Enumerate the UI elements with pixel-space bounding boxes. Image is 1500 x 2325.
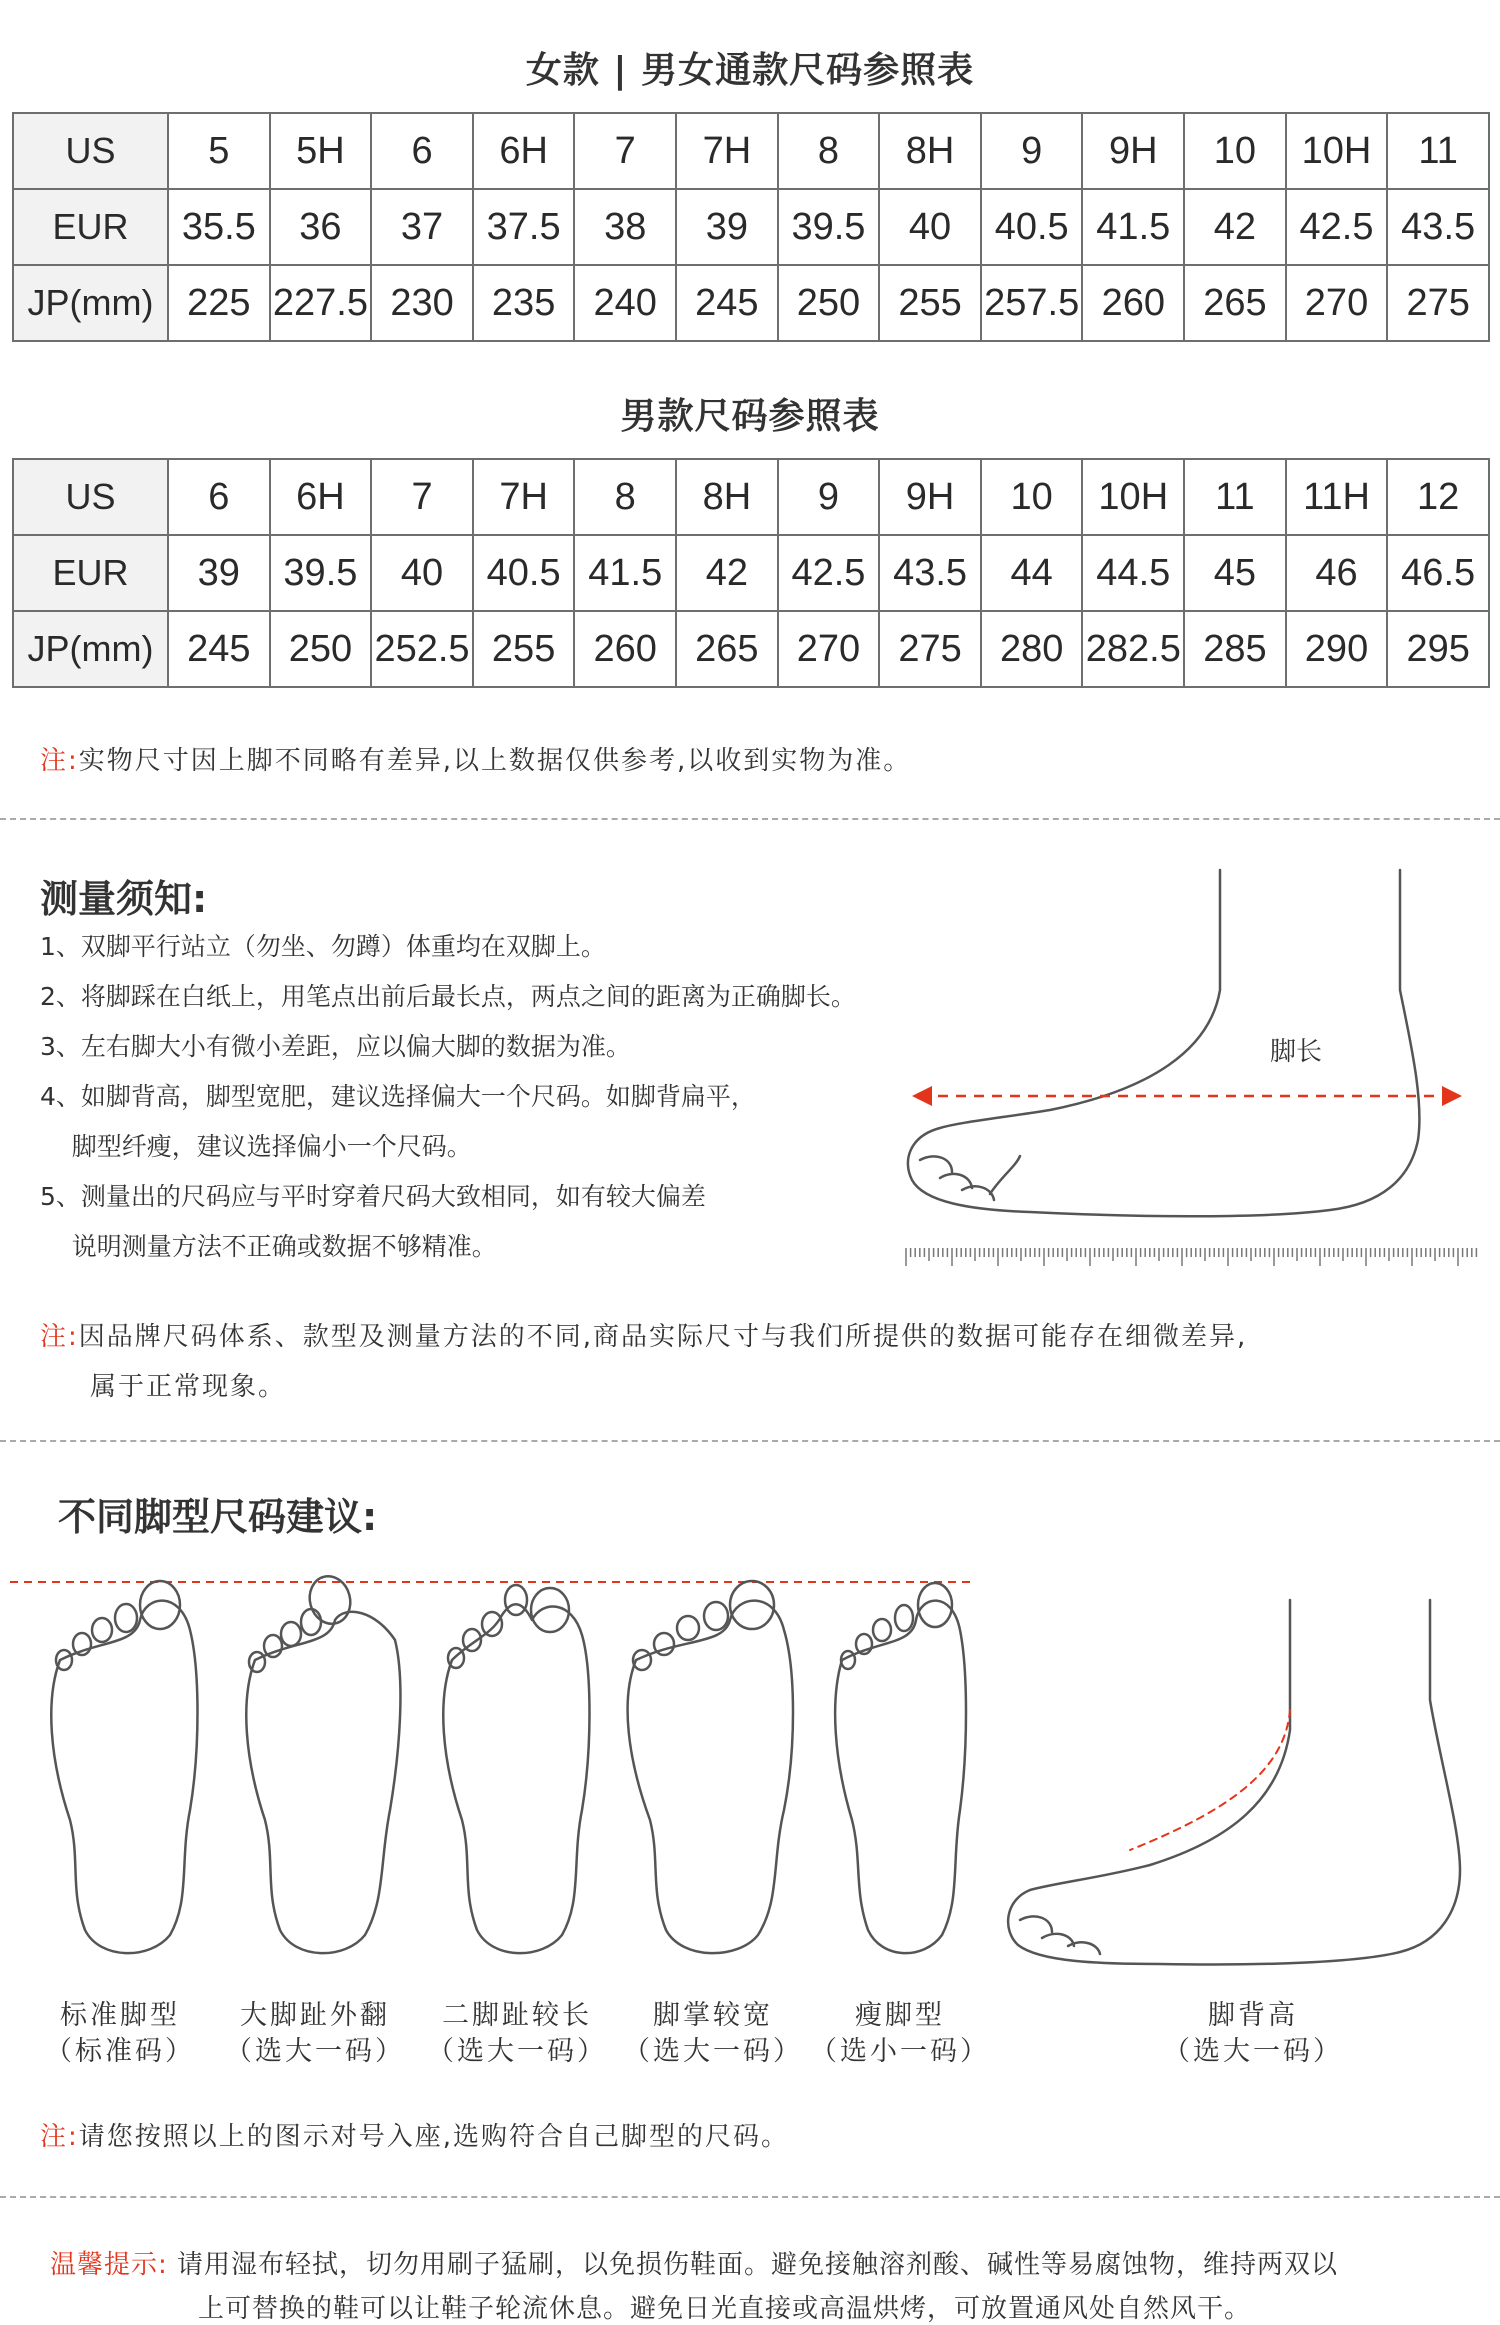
table-cell: 40.5 xyxy=(981,189,1083,265)
toe-line xyxy=(940,1174,972,1188)
measure-step: 3、左右脚大小有微小差距，应以偏大脚的数据为准。 xyxy=(40,1032,631,1061)
foot-bunion xyxy=(246,1572,400,1954)
table-cell: 11H xyxy=(1286,459,1388,535)
table-cell: 257.5 xyxy=(981,265,1083,341)
foot-length-arrow xyxy=(912,1086,1462,1106)
table-cell: 265 xyxy=(676,611,778,687)
women-table-title: 女款 | 男女通款尺码参照表 xyxy=(525,50,975,91)
foot-standard xyxy=(51,1581,197,1953)
measure-step: 2、将脚踩在白纸上，用笔点出前后最长点，两点之间的距离为正确脚长。 xyxy=(40,982,856,1011)
toe-line xyxy=(920,1156,952,1172)
note-text: 请您按照以上的图示对号入座,选购符合自己脚型的尺码。 xyxy=(78,2122,790,2152)
table-cell: 44.5 xyxy=(1082,535,1184,611)
table-row xyxy=(13,611,1489,687)
foot-long-second-toe xyxy=(443,1585,589,1953)
table-cell: 46.5 xyxy=(1387,535,1489,611)
row-label: EUR xyxy=(13,189,168,265)
measure-step: 5、测量出的尺码应与平时穿着尺码大致相同，如有较大偏差 xyxy=(40,1182,706,1211)
tips-prefix: 温馨提示: xyxy=(50,2250,168,2280)
table-cell: 7H xyxy=(473,459,575,535)
table-cell: 9 xyxy=(778,459,880,535)
foot-length-label: 脚长 xyxy=(1270,1036,1323,1066)
table-cell: 280 xyxy=(981,611,1083,687)
table-cell: 10 xyxy=(981,459,1083,535)
table-cell: 42.5 xyxy=(1286,189,1388,265)
table-cell: 265 xyxy=(1184,265,1286,341)
note-prefix: 注: xyxy=(40,746,79,776)
table-cell: 230 xyxy=(371,265,473,341)
toe-line xyxy=(990,1156,1020,1194)
table-cell: 225 xyxy=(168,265,270,341)
table-row xyxy=(13,265,1489,341)
table-cell: 235 xyxy=(473,265,575,341)
table-cell: 8 xyxy=(574,459,676,535)
table-cell: 285 xyxy=(1184,611,1286,687)
foot-outline xyxy=(908,870,1420,1216)
table-cell: 10H xyxy=(1082,459,1184,535)
divider xyxy=(0,1440,1500,1442)
table-cell: 42 xyxy=(1184,189,1286,265)
table-cell: 10H xyxy=(1286,113,1388,189)
table-cell: 46 xyxy=(1286,535,1388,611)
men-table-title: 男款尺码参照表 xyxy=(620,396,880,437)
table-cell: 245 xyxy=(168,611,270,687)
foot-type-caption: 瘦脚型 （选小一码） xyxy=(810,2000,990,2067)
measure-step: 说明测量方法不正确或数据不够精准。 xyxy=(40,1232,497,1261)
foot-types-heading: 不同脚型尺码建议: xyxy=(58,1495,378,1539)
table-cell: 40 xyxy=(879,189,981,265)
table-cell: 36 xyxy=(270,189,372,265)
table-cell: 255 xyxy=(473,611,575,687)
table-cell: 270 xyxy=(1286,265,1388,341)
row-label: JP(mm) xyxy=(13,611,168,687)
table-cell: 40 xyxy=(371,535,473,611)
foot-type-caption: 标准脚型 （标准码） xyxy=(45,2000,195,2067)
measure-step: 脚型纤瘦，建议选择偏小一个尺码。 xyxy=(40,1132,472,1161)
table-cell: 41.5 xyxy=(1082,189,1184,265)
foot-type-caption: 二脚趾较长 （选大一码） xyxy=(427,2000,607,2067)
table-cell: 260 xyxy=(1082,265,1184,341)
table-cell: 10 xyxy=(1184,113,1286,189)
table-cell: 12 xyxy=(1387,459,1489,535)
table-cell: 245 xyxy=(676,265,778,341)
table-cell: 9H xyxy=(879,459,981,535)
table-cell: 227.5 xyxy=(270,265,372,341)
measure-heading: 测量须知: xyxy=(40,877,208,921)
table-cell: 290 xyxy=(1286,611,1388,687)
row-label: US xyxy=(13,459,168,535)
table-row xyxy=(13,459,1489,535)
foot-types-illustration xyxy=(0,1560,1500,1980)
table-cell: 39 xyxy=(168,535,270,611)
table-cell: 42.5 xyxy=(778,535,880,611)
note-text-2: 属于正常现象。 xyxy=(90,1372,287,1402)
tips-text-2: 上可替换的鞋可以让鞋子轮流休息。避免日光直接或高温烘烤，可放置通风处自然风干。 xyxy=(198,2294,1252,2324)
size-note xyxy=(40,740,911,777)
table-cell: 38 xyxy=(574,189,676,265)
table-cell: 11 xyxy=(1184,459,1286,535)
table-cell: 8H xyxy=(676,459,778,535)
table-cell: 45 xyxy=(1184,535,1286,611)
foot-type-note xyxy=(40,2116,789,2153)
women-size-table xyxy=(12,112,1490,342)
table-cell: 9H xyxy=(1082,113,1184,189)
table-cell: 6H xyxy=(270,459,372,535)
table-cell: 275 xyxy=(1387,265,1489,341)
measure-step: 4、如脚背高，脚型宽肥，建议选择偏大一个尺码。如脚背扁平， xyxy=(40,1082,756,1111)
foot-wide xyxy=(628,1581,793,1953)
table-row xyxy=(13,189,1489,265)
table-cell: 6 xyxy=(371,113,473,189)
table-cell: 43.5 xyxy=(879,535,981,611)
table-cell: 275 xyxy=(879,611,981,687)
table-cell: 37 xyxy=(371,189,473,265)
divider xyxy=(0,2196,1500,2198)
high-instep-caption: 脚背高 （选大一码） xyxy=(1163,2000,1343,2067)
row-label: JP(mm) xyxy=(13,265,168,341)
note-text: 实物尺寸因上脚不同略有差异,以上数据仅供参考,以收到实物为准。 xyxy=(78,746,912,776)
table-cell: 7H xyxy=(676,113,778,189)
table-cell: 252.5 xyxy=(371,611,473,687)
care-tips xyxy=(50,2244,1338,2281)
table-cell: 39 xyxy=(676,189,778,265)
table-cell: 7 xyxy=(574,113,676,189)
row-label: EUR xyxy=(13,535,168,611)
table-cell: 39.5 xyxy=(778,189,880,265)
table-cell: 270 xyxy=(778,611,880,687)
table-cell: 260 xyxy=(574,611,676,687)
table-cell: 40.5 xyxy=(473,535,575,611)
table-cell: 8H xyxy=(879,113,981,189)
table-cell: 5H xyxy=(270,113,372,189)
measure-steps xyxy=(40,922,856,1272)
table-cell: 6 xyxy=(168,459,270,535)
measure-note xyxy=(40,1312,1247,1412)
table-cell: 44 xyxy=(981,535,1083,611)
table-cell: 250 xyxy=(270,611,372,687)
table-row xyxy=(13,535,1489,611)
table-cell: 37.5 xyxy=(473,189,575,265)
note-prefix: 注: xyxy=(40,1322,79,1352)
table-cell: 7 xyxy=(371,459,473,535)
note-text: 因品牌尺码体系、款型及测量方法的不同,商品实际尺寸与我们所提供的数据可能存在细微差异, xyxy=(78,1322,1248,1352)
foot-side-illustration xyxy=(890,860,1480,1280)
foot-slim xyxy=(835,1583,966,1953)
ruler xyxy=(906,1248,1476,1266)
row-label: US xyxy=(13,113,168,189)
table-cell: 255 xyxy=(879,265,981,341)
table-cell: 35.5 xyxy=(168,189,270,265)
tips-text: 请用湿布轻拭，切勿用刷子猛刷，以免损伤鞋面。避免接触溶剂酸、碱性等易腐蚀物，维持两双以 xyxy=(177,2250,1339,2280)
divider xyxy=(0,818,1500,820)
table-cell: 8 xyxy=(778,113,880,189)
table-cell: 240 xyxy=(574,265,676,341)
note-prefix: 注: xyxy=(40,2122,79,2152)
table-cell: 43.5 xyxy=(1387,189,1489,265)
foot-type-caption: 大脚趾外翻 （选大一码） xyxy=(225,2000,405,2067)
table-cell: 11 xyxy=(1387,113,1489,189)
foot-type-caption: 脚掌较宽 （选大一码） xyxy=(623,2000,803,2067)
table-cell: 5 xyxy=(168,113,270,189)
foot-high-instep xyxy=(1008,1600,1460,1965)
table-cell: 6H xyxy=(473,113,575,189)
table-cell: 295 xyxy=(1387,611,1489,687)
table-row xyxy=(13,113,1489,189)
men-size-table xyxy=(12,458,1490,688)
table-cell: 282.5 xyxy=(1082,611,1184,687)
table-cell: 41.5 xyxy=(574,535,676,611)
table-cell: 39.5 xyxy=(270,535,372,611)
table-cell: 42 xyxy=(676,535,778,611)
measure-step: 1、双脚平行站立（勿坐、勿蹲）体重均在双脚上。 xyxy=(40,932,606,961)
table-cell: 250 xyxy=(778,265,880,341)
table-cell: 9 xyxy=(981,113,1083,189)
